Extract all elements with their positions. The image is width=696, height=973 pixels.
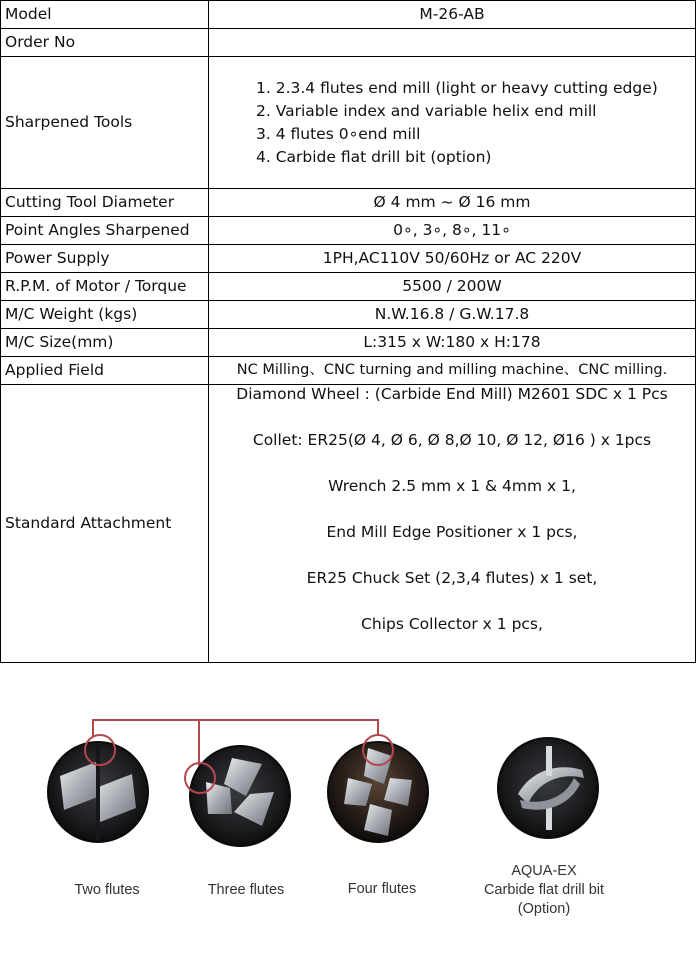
power-label: Power Supply bbox=[1, 245, 209, 273]
list-item: 4. Carbide flat drill bit (option) bbox=[256, 147, 492, 166]
row-diameter bbox=[1, 189, 696, 217]
angles-value: 0∘, 3∘, 8∘, 11∘ bbox=[209, 217, 696, 245]
list-item: 2. Variable index and variable helix end mill bbox=[256, 101, 597, 120]
list-item: Chips Collector x 1 pcs, bbox=[361, 614, 543, 633]
flute-figure bbox=[0, 664, 696, 969]
power-value: 1PH,AC110V 50/60Hz or AC 220V bbox=[209, 245, 696, 273]
sharpened-label: Sharpened Tools bbox=[1, 57, 209, 189]
list-item: End Mill Edge Positioner x 1 pcs, bbox=[326, 522, 578, 541]
size-value: L:315 x W:180 x H:178 bbox=[209, 329, 696, 357]
flute-illustration bbox=[0, 664, 696, 969]
caption-two-flutes: Two flutes bbox=[74, 882, 140, 898]
model-value: M-26-AB bbox=[209, 1, 696, 29]
field-value: NC Milling、CNC turning and milling machine、CNC milling. bbox=[209, 357, 696, 385]
aqua-ex-image bbox=[498, 738, 598, 838]
row-order bbox=[1, 29, 696, 57]
row-rpm bbox=[1, 273, 696, 301]
rpm-value: 5500 / 200W bbox=[209, 273, 696, 301]
row-power bbox=[1, 245, 696, 273]
row-weight bbox=[1, 301, 696, 329]
diameter-label: Cutting Tool Diameter bbox=[1, 189, 209, 217]
diameter-value: Ø 4 mm ~ Ø 16 mm bbox=[209, 189, 696, 217]
weight-label: M/C Weight (kgs) bbox=[1, 301, 209, 329]
list-item: Collet: ER25(Ø 4, Ø 6, Ø 8,Ø 10, Ø 12, Ø16 ) x 1pcs bbox=[252, 430, 652, 449]
three-flutes-image bbox=[185, 746, 290, 846]
weight-value: N.W.16.8 / G.W.17.8 bbox=[209, 301, 696, 329]
caption-aqua-line3: (Option) bbox=[517, 901, 571, 917]
list-item: Diamond Wheel : (Carbide End Mill) M2601 SDC x 1 Pcs bbox=[236, 384, 668, 403]
caption-aqua-line1: AQUA-EX bbox=[511, 863, 577, 879]
list-item: Wrench 2.5 mm x 1 & 4mm x 1, bbox=[328, 476, 576, 495]
row-size bbox=[1, 329, 696, 357]
row-sharpened bbox=[1, 57, 696, 189]
two-flutes-image bbox=[48, 735, 148, 842]
size-label: M/C Size(mm) bbox=[1, 329, 209, 357]
caption-aqua-ex bbox=[462, 862, 626, 919]
caption-three-flutes: Three flutes bbox=[207, 882, 285, 898]
field-label: Applied Field bbox=[1, 357, 209, 385]
caption-aqua-line2: Carbide flat drill bit bbox=[483, 882, 605, 898]
row-field bbox=[1, 357, 696, 385]
list-item: 3. 4 flutes 0∘end mill bbox=[256, 124, 421, 143]
order-value bbox=[209, 29, 696, 57]
sharpened-list bbox=[213, 77, 691, 169]
model-label: Model bbox=[1, 1, 209, 29]
rpm-label: R.P.M. of Motor / Torque bbox=[1, 273, 209, 301]
caption-four-flutes: Four flutes bbox=[347, 881, 417, 897]
attachment-value bbox=[209, 385, 696, 663]
attachment-label: Standard Attachment bbox=[1, 385, 209, 663]
row-angles bbox=[1, 217, 696, 245]
list-item: 1. 2.3.4 flutes end mill (light or heavy cutting edge) bbox=[256, 78, 658, 97]
sharpened-value bbox=[209, 57, 696, 189]
row-attachment bbox=[1, 385, 696, 663]
angles-label: Point Angles Sharpened bbox=[1, 217, 209, 245]
order-label: Order No bbox=[1, 29, 209, 57]
list-item: ER25 Chuck Set (2,3,4 flutes) x 1 set, bbox=[306, 568, 598, 587]
row-model bbox=[1, 1, 696, 29]
four-flutes-image bbox=[328, 735, 428, 842]
